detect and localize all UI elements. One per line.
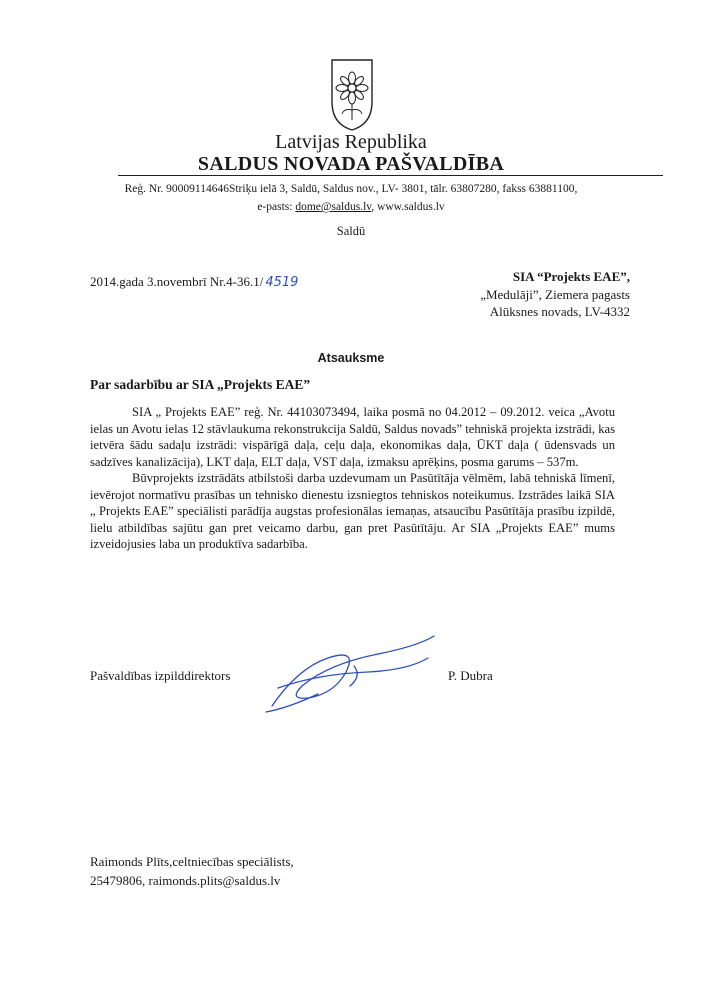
signer-position: Pašvaldības izpilddirektors: [90, 668, 231, 683]
subject-line: Par sadarbību ar SIA „Projekts EAE”: [90, 377, 311, 392]
recipient-address-line: Alūksnes novads, LV-4332: [489, 304, 630, 319]
document-title: Atsauksme: [317, 351, 385, 365]
header-organization: SALDUS NOVADA PAŠVALDĪBA: [197, 153, 505, 175]
body-paragraph: SIA „ Projekts EAE” reģ. Nr. 44103073494, laika posmā no 04.2012 – 09.2012. veica „Avotu ielas un Avotu ielas 12 stāvlaukuma rekonstrukcija Saldū, Saldus novads” tehniskā projekta izstrādi, kas ietvēra šādu sadaļu izstrādi: vispārīgā daļa, ceļu daļa, ekonomikas daļa, ŪKT daļa ( ūdensvads un sadzīves kanalizācija), LKT daļa, ELT daļa, VST daļa, izmaksu aprēķins, posma garums – 537m.: [90, 405, 615, 469]
city: Saldū: [336, 224, 366, 238]
email-link[interactable]: dome@saldus.lv: [295, 201, 372, 213]
email-label: e-pasts:: [257, 201, 293, 213]
signer-name: P. Dubra: [448, 668, 493, 683]
contact-line: 25479806, raimonds.plits@saldus.lv: [90, 873, 281, 888]
letter-body: [90, 404, 615, 553]
header-divider: [118, 175, 663, 176]
contact-line: Raimonds Plīts,celtniecības speciālists,: [90, 854, 294, 869]
reference-line: [90, 274, 298, 290]
handwritten-number: 4519: [265, 275, 299, 290]
contact-person: [90, 852, 294, 890]
coat-of-arms-emblem: [330, 58, 374, 132]
handwritten-signature: [258, 628, 448, 718]
recipient-block: [480, 268, 630, 321]
body-paragraph: Būvprojekts izstrādāts atbilstoši darba uzdevumam un Pasūtītāja vēlmēm, labā tehniskā līmenī, ievērojot normatīvu prasības un tehnisko dienestu izsniegtos tehniskos noteikumus. Izstrādes laikā SIA „ Projekts EAE” speciālisti parādīja augstas profesionālas iemaņas, atsaucību Pasūtītāja prasību izpildē, lielu atbildības sajūtu gan pret veicamo darbu, gan pret Pasūtītāju. Ar SIA „Projekts EAE” mums izveidojusies laba un produktīva sadarbība.: [90, 471, 615, 551]
recipient-address-line: „Medulāji”, Ziemera pagasts: [480, 286, 630, 302]
header-contact-line: Reģ. Nr. 90009114646Striķu ielā 3, Saldū, Saldus nov., LV- 3801, tālr. 63807280, fakss 63881100,: [124, 183, 578, 195]
header-contact: [0, 180, 702, 216]
website-text: , www.saldus.lv: [371, 201, 445, 213]
reference-date-number: 2014.gada 3.novembrī Nr.4-36.1/: [90, 274, 264, 289]
header-country: Latvijas Republika: [275, 131, 427, 153]
header-email-line: [0, 198, 702, 216]
recipient-name: SIA “Projekts EAE”,: [512, 269, 630, 284]
